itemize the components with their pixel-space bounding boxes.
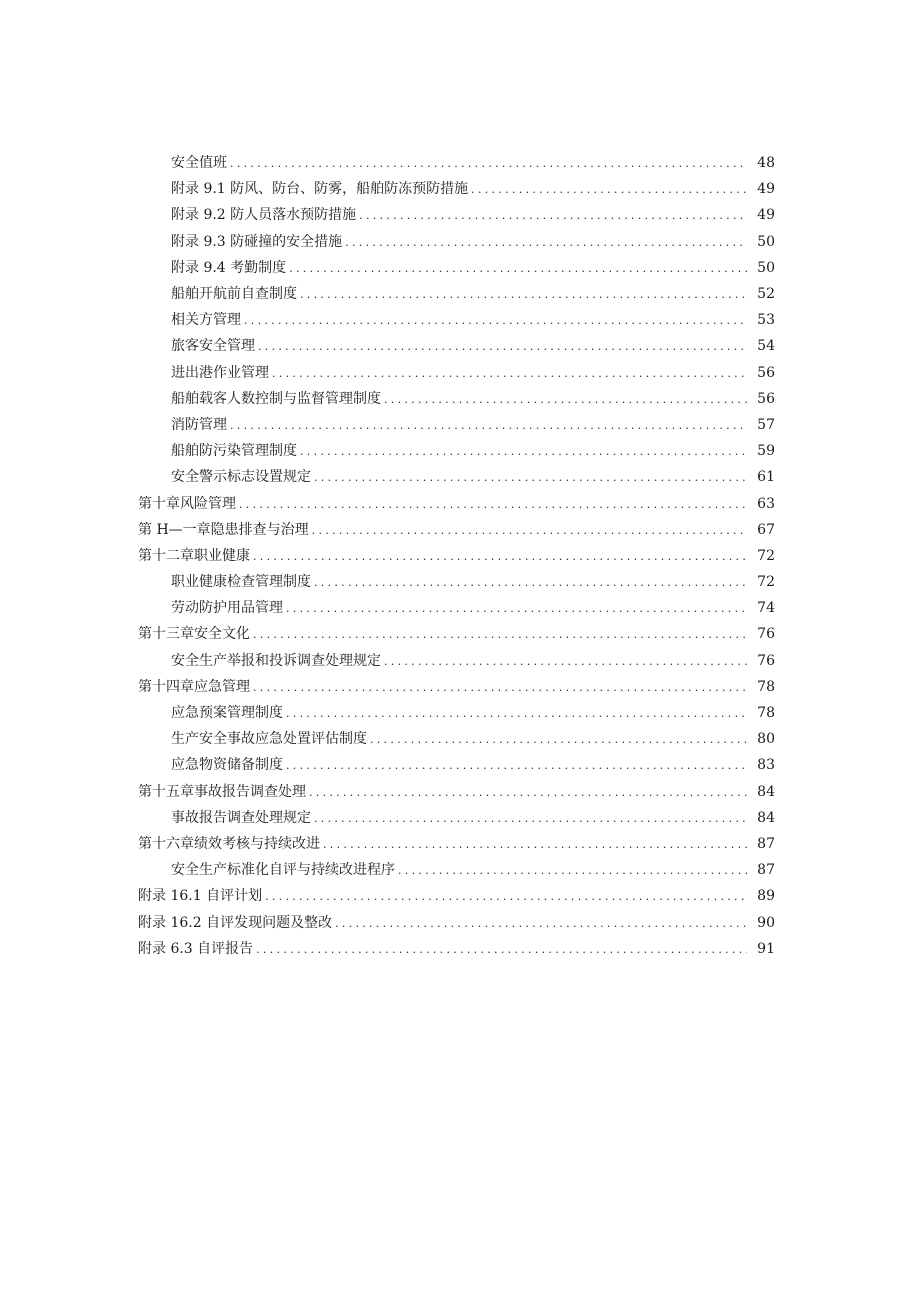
toc-entry[interactable]	[0, 543, 920, 569]
toc-dot-leader	[314, 810, 747, 828]
toc-entry-title: 第十六章绩效考核与持续改进	[138, 835, 320, 852]
toc-entry[interactable]	[0, 333, 920, 359]
toc-entry-page-number: 56	[757, 364, 775, 381]
toc-entry[interactable]	[0, 176, 920, 202]
toc-entry[interactable]	[0, 726, 920, 752]
toc-entry-title: 船舶防污染管理制度	[171, 443, 297, 460]
toc-dot-leader	[312, 522, 747, 540]
toc-entry-page-number: 80	[757, 731, 775, 748]
toc-entry-title: 安全生产举报和投诉调查处理规定	[171, 652, 381, 669]
toc-entry[interactable]	[0, 386, 920, 412]
toc-dot-leader	[384, 653, 747, 671]
toc-dot-leader	[239, 496, 747, 514]
toc-dot-leader	[345, 234, 747, 252]
toc-entry[interactable]	[0, 936, 920, 962]
toc-entry-title: 生产安全事故应急处置评估制度	[171, 731, 367, 748]
toc-entry-page-number: 67	[757, 521, 775, 538]
toc-entry-page-number: 74	[757, 600, 775, 617]
toc-entry[interactable]	[0, 307, 920, 333]
toc-entry[interactable]	[0, 648, 920, 674]
toc-entry[interactable]	[0, 909, 920, 935]
toc-entry-title: 第 H—一章隐患排查与治理	[138, 521, 309, 538]
toc-entry-title: 第十五章事故报告调查处理	[138, 783, 306, 800]
toc-dot-leader	[253, 679, 747, 697]
toc-entry-page-number: 56	[757, 390, 775, 407]
toc-entry-page-number: 83	[757, 757, 775, 774]
toc-entry-title: 第十二章职业健康	[138, 547, 250, 564]
toc-entry-page-number: 76	[757, 626, 775, 643]
toc-entry[interactable]	[0, 229, 920, 255]
toc-entry-page-number: 78	[757, 678, 775, 695]
toc-entry-title: 附录 9.4 考勤制度	[171, 259, 287, 276]
toc-entry[interactable]	[0, 857, 920, 883]
toc-entry[interactable]	[0, 202, 920, 228]
toc-entry[interactable]	[0, 412, 920, 438]
toc-entry-page-number: 52	[757, 286, 775, 303]
toc-dot-leader	[384, 391, 747, 409]
toc-entry-page-number: 87	[757, 862, 775, 879]
toc-entry-page-number: 57	[757, 416, 775, 433]
toc-entry-page-number: 89	[757, 888, 775, 905]
toc-entry-title: 第十四章应急管理	[138, 678, 250, 695]
toc-entry-title: 安全生产标准化自评与持续改进程序	[171, 862, 395, 879]
toc-entry-title: 附录 16.2 自评发现问题及整改	[138, 914, 333, 931]
toc-entry-page-number: 90	[757, 914, 775, 931]
toc-entry-page-number: 50	[757, 259, 775, 276]
toc-dot-leader	[253, 548, 747, 566]
toc-entry-title: 附录 9.1 防风、防台、防雾，船舶防冻预防措施	[171, 181, 469, 198]
toc-entry-page-number: 48	[757, 155, 775, 172]
toc-dot-leader	[230, 417, 747, 435]
toc-entry-title: 第十章风险管理	[138, 495, 236, 512]
toc-entry-title: 附录 9.3 防碰撞的安全措施	[171, 233, 343, 250]
toc-entry-page-number: 78	[757, 705, 775, 722]
toc-entry-page-number: 63	[757, 495, 775, 512]
toc-entry[interactable]	[0, 700, 920, 726]
toc-entry-title: 安全警示标志设置规定	[171, 469, 311, 486]
toc-dot-leader	[286, 705, 747, 723]
toc-entry-page-number: 84	[757, 809, 775, 826]
toc-dot-leader	[370, 731, 747, 749]
toc-dot-leader	[265, 888, 747, 906]
toc-entry[interactable]	[0, 438, 920, 464]
toc-dot-leader	[253, 626, 747, 644]
toc-entry-title: 第十三章安全文化	[138, 626, 250, 643]
toc-dot-leader	[323, 836, 747, 854]
toc-entry-page-number: 91	[757, 940, 775, 957]
toc-entry[interactable]	[0, 595, 920, 621]
toc-entry[interactable]	[0, 464, 920, 490]
toc-entry-page-number: 72	[757, 547, 775, 564]
toc-entry[interactable]	[0, 779, 920, 805]
toc-dot-leader	[258, 338, 747, 356]
toc-entry-page-number: 50	[757, 233, 775, 250]
toc-entry[interactable]	[0, 517, 920, 543]
toc-entry-title: 附录 16.1 自评计划	[138, 888, 263, 905]
toc-entry-title: 船舶载客人数控制与监督管理制度	[171, 390, 381, 407]
toc-entry-title: 劳动防护用品管理	[171, 600, 283, 617]
toc-dot-leader	[314, 574, 747, 592]
toc-entry-page-number: 76	[757, 652, 775, 669]
toc-entry[interactable]	[0, 883, 920, 909]
toc-entry-title: 旅客安全管理	[171, 338, 255, 355]
toc-dot-leader	[230, 155, 747, 173]
toc-dot-leader	[289, 260, 747, 278]
toc-entry-title: 应急预案管理制度	[171, 705, 283, 722]
toc-entry-title: 附录 6.3 自评报告	[138, 940, 254, 957]
toc-entry[interactable]	[0, 490, 920, 516]
toc-entry-title: 进出港作业管理	[171, 364, 269, 381]
toc-entry-title: 安全值班	[171, 155, 227, 172]
toc-entry[interactable]	[0, 360, 920, 386]
toc-entry[interactable]	[0, 569, 920, 595]
toc-entry-page-number: 84	[757, 783, 775, 800]
table-of-contents	[0, 150, 920, 962]
toc-entry-page-number: 54	[757, 338, 775, 355]
toc-entry[interactable]	[0, 805, 920, 831]
toc-dot-leader	[309, 784, 747, 802]
toc-dot-leader	[300, 286, 747, 304]
toc-entry-page-number: 49	[757, 207, 775, 224]
toc-dot-leader	[471, 181, 747, 199]
toc-dot-leader	[398, 862, 747, 880]
toc-dot-leader	[359, 207, 747, 225]
toc-entry-title: 应急物资储备制度	[171, 757, 283, 774]
toc-entry[interactable]	[0, 281, 920, 307]
toc-dot-leader	[244, 312, 747, 330]
toc-dot-leader	[272, 365, 747, 383]
toc-dot-leader	[286, 600, 747, 618]
toc-entry[interactable]	[0, 831, 920, 857]
toc-entry-title: 事故报告调查处理规定	[171, 809, 311, 826]
toc-entry-page-number: 61	[757, 469, 775, 486]
toc-entry-title: 职业健康检查管理制度	[171, 574, 311, 591]
toc-entry-title: 相关方管理	[171, 312, 241, 329]
toc-entry-title: 消防管理	[171, 416, 227, 433]
toc-dot-leader	[256, 941, 747, 959]
toc-dot-leader	[314, 469, 747, 487]
toc-entry[interactable]	[0, 150, 920, 176]
toc-entry[interactable]	[0, 621, 920, 647]
toc-entry[interactable]	[0, 255, 920, 281]
toc-dot-leader	[286, 757, 747, 775]
toc-entry-page-number: 49	[757, 181, 775, 198]
toc-entry-page-number: 72	[757, 574, 775, 591]
toc-entry[interactable]	[0, 752, 920, 778]
toc-entry[interactable]	[0, 674, 920, 700]
toc-entry-title: 船舶开航前自查制度	[171, 286, 297, 303]
toc-entry-page-number: 87	[757, 835, 775, 852]
toc-dot-leader	[300, 443, 747, 461]
toc-entry-title: 附录 9.2 防人员落水预防措施	[171, 207, 357, 224]
toc-dot-leader	[335, 915, 747, 933]
toc-entry-page-number: 53	[757, 312, 775, 329]
toc-entry-page-number: 59	[757, 443, 775, 460]
